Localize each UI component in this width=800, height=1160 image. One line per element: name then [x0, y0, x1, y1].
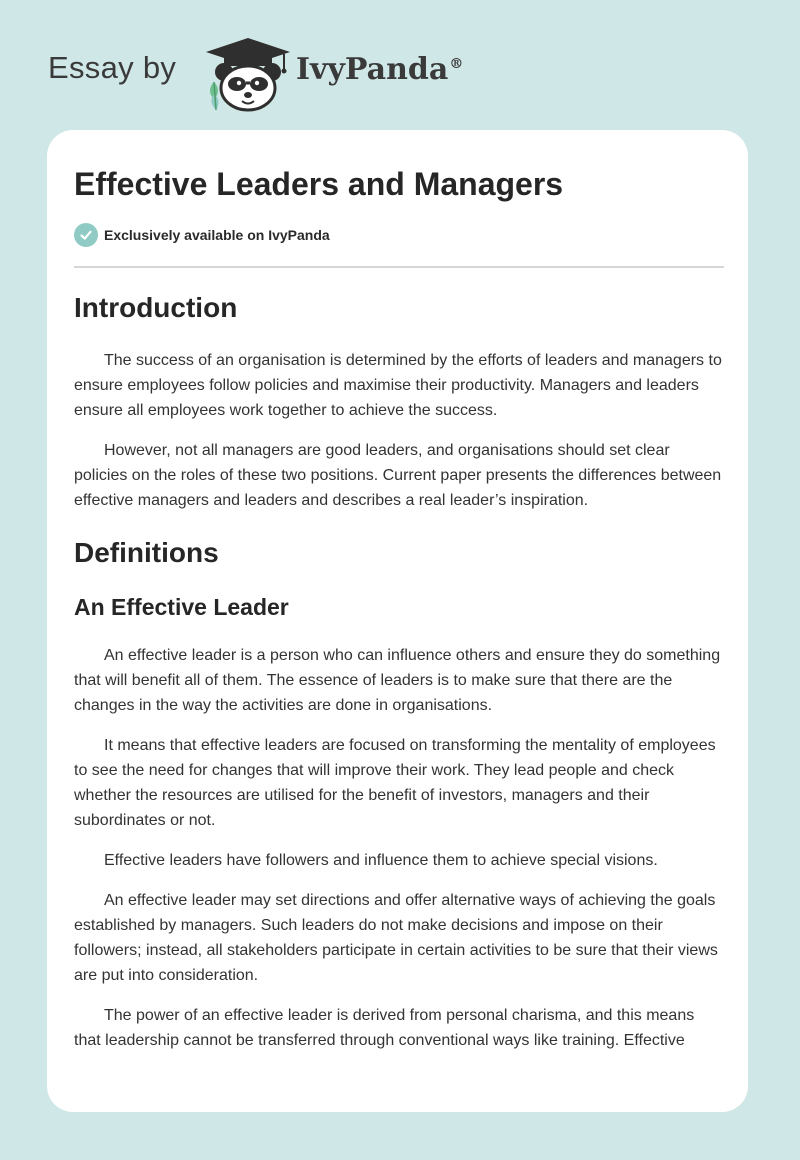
essay-title: Effective Leaders and Managers	[74, 166, 564, 202]
title-divider	[74, 266, 724, 268]
essay-content	[74, 160, 724, 1053]
brand-prefix: Essay by	[48, 50, 177, 85]
subsection-heading-effective-leader: An Effective Leader	[74, 594, 289, 620]
section-heading-introduction: Introduction	[74, 292, 238, 323]
check-icon	[74, 223, 98, 247]
paragraph: It means that effective leaders are focused on transforming the mentality of employees to see the need for changes that will improve their work. They lead people and check whether the resources are utilised for the benefit of investors, managers and their subordinates or not.	[74, 737, 716, 829]
brand-name	[296, 52, 463, 87]
paragraph: The power of an effective leader is derived from personal charisma, and this means that leadership cannot be transferred through conventional ways like training. Effective	[74, 1007, 695, 1049]
section-heading-definitions: Definitions	[74, 537, 219, 568]
badge-text: Exclusively available on IvyPanda	[104, 227, 330, 243]
paragraph: The success of an organisation is determined by the efforts of leaders and managers to ensure employees follow policies and maximise their productivity. Managers and leaders ensure all employees work together to achieve the success.	[74, 352, 722, 419]
brand-name-text: IvyPanda	[296, 52, 449, 87]
panda-graduate-icon	[202, 36, 294, 112]
registered-mark: ®	[449, 56, 464, 72]
essay-card	[47, 130, 748, 1112]
paragraph: An effective leader is a person who can influence others and ensure they do something that will benefit all of them. The essence of leaders is to make sure that there are the changes in the way the activities are done in organisations.	[74, 647, 721, 714]
exclusive-badge	[74, 220, 724, 250]
paragraph: However, not all managers are good leaders, and organisations should set clear policies on the roles of these two positions. Current paper presents the differences between effective managers and leaders and describes a real leader’s inspiration.	[74, 442, 722, 509]
paragraph: Effective leaders have followers and influence them to achieve special visions.	[104, 852, 658, 869]
brand-header	[48, 30, 508, 110]
paragraph: An effective leader may set directions and offer alternative ways of achieving the goals established by managers. Such leaders do not make decisions and impose on their followers; instead, all stakeholders participate in certain activities to be sure that their views are put into consideration.	[74, 892, 718, 984]
